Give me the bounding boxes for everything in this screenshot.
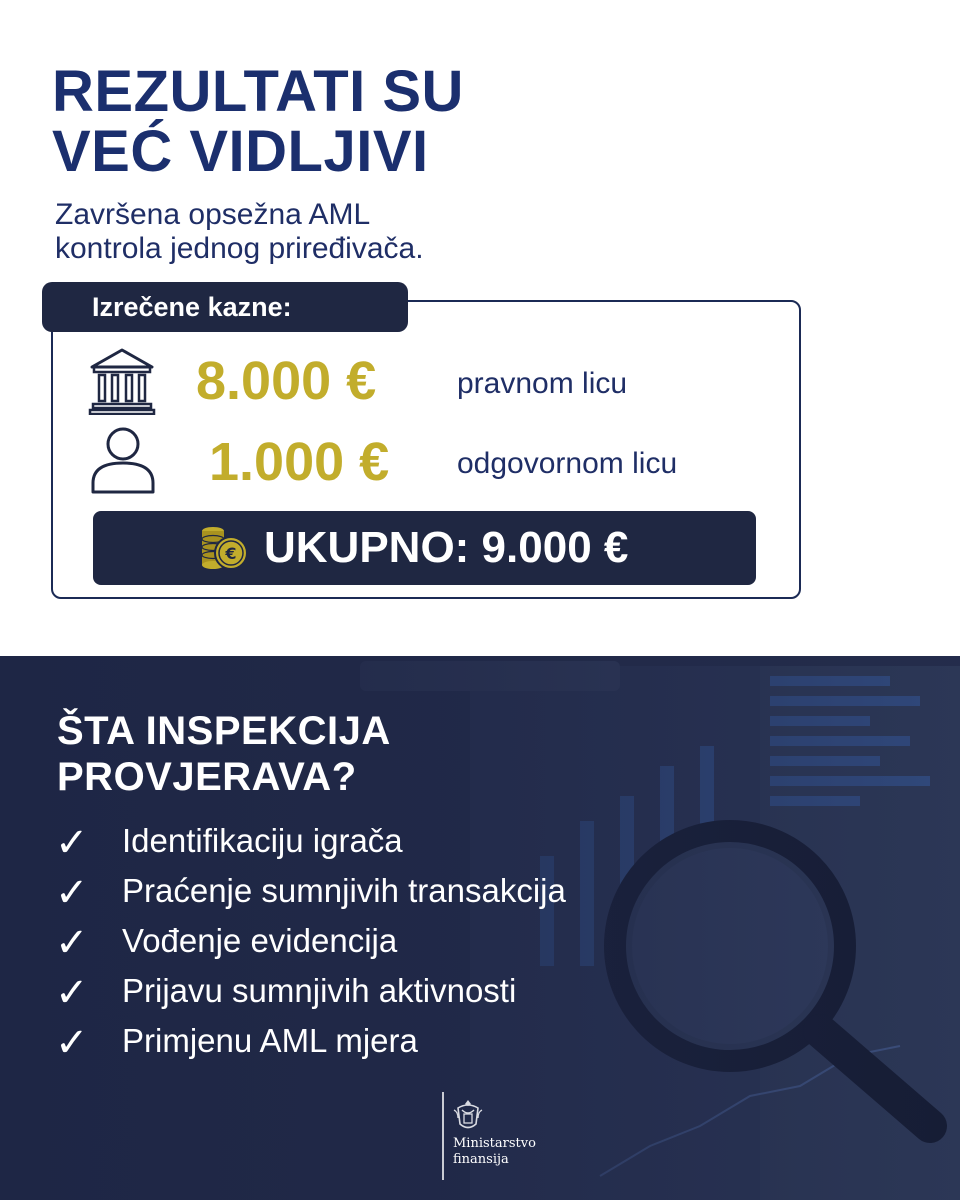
fine-row-responsible-person [0,425,960,495]
ministry-name [453,1136,536,1168]
ministry-name-line-1: Ministarstvo [453,1136,536,1151]
checkmark-icon: ✓ [55,970,89,1016]
inspection-title-line-1: ŠTA INSPEKCIJA [57,709,391,753]
title-line-1: REZULTATI SU [52,59,464,124]
checkmark-icon: ✓ [55,870,89,916]
checkmark-icon: ✓ [55,920,89,966]
list-item [55,969,675,1019]
person-icon [90,425,156,495]
inspection-title-line-2: PROVJERAVA? [57,755,357,799]
list-item-label: Primjenu AML mjera [122,1022,418,1059]
fine-recipient-legal-entity: pravnom licu [457,367,628,400]
fines-tag: Izrečene kazne: [42,282,408,332]
checkmark-icon: ✓ [55,1020,89,1066]
logo-divider [442,1092,444,1180]
ministry-name-line-2: finansija [453,1152,509,1167]
inspection-panel [0,656,960,1200]
intro-line-2: kontrola jednog priređivača. [55,232,424,265]
inspection-checklist [55,819,675,1069]
intro-text [55,198,424,266]
page-title [52,59,464,184]
title-line-2: VEĆ VIDLJIVI [52,119,429,184]
intro-line-1: Završena opsežna AML [55,198,371,231]
fine-recipient-responsible-person: odgovornom licu [457,447,678,480]
svg-text:€: € [225,544,237,563]
list-item-label: Identifikaciju igrača [122,822,403,859]
list-item [55,919,675,969]
list-item-label: Prijavu sumnjivih aktivnosti [122,972,517,1009]
list-item [55,869,675,919]
fine-amount-legal-entity: 8.000 € [196,351,377,411]
list-item [55,819,675,869]
bank-building-icon [88,347,156,415]
inspection-title [57,708,391,800]
euro-coins-icon [199,523,249,573]
ministry-logo [440,1092,560,1182]
list-item [55,1019,675,1069]
total-amount: UKUPNO: 9.000 € [264,523,629,572]
montenegro-crest-icon [452,1098,484,1132]
total-bar [93,511,756,585]
list-item-label: Vođenje evidencija [122,922,398,959]
list-item-label: Praćenje sumnjivih transakcija [122,872,566,909]
checkmark-icon: ✓ [55,820,89,866]
fine-amount-responsible-person: 1.000 € [209,432,390,492]
fine-row-legal-entity [0,345,960,415]
